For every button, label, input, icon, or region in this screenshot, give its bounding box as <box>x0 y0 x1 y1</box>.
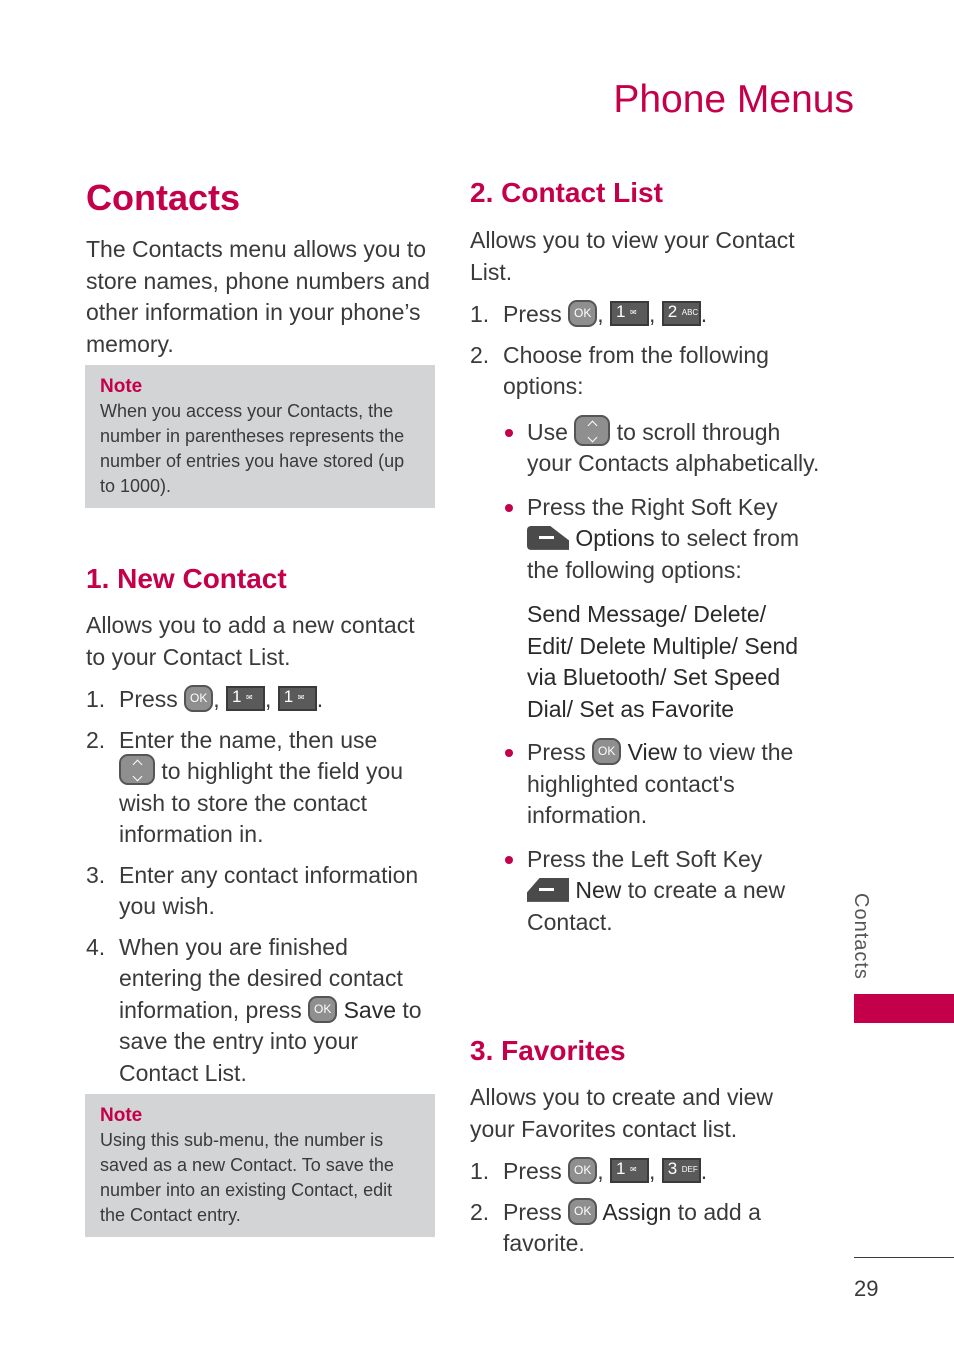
step-number: 2. <box>470 1198 490 1225</box>
step-number: 1. <box>470 301 490 327</box>
ok-key-icon: OK <box>184 685 213 712</box>
subsection-title-contact-list: 2. Contact List <box>470 177 663 208</box>
step-text: Enter any contact information you wish. <box>119 861 419 919</box>
ok-key-icon: OK <box>568 300 597 327</box>
navigation-key-icon <box>574 415 610 446</box>
step-number: 2. <box>470 341 490 368</box>
step-text: Choose from the following options: <box>503 341 769 399</box>
step-item: 1. Press OK , 1 ✉ , 3 DEF . <box>470 1156 820 1188</box>
options-list: Send Message/ Delete/ Edit/ Delete Multiple/ Send via Bluetooth/ Set Speed Dial/ Set as Favorite <box>527 601 799 722</box>
step-item: 1. Press OK , 1 ✉ , 2 ABC . <box>470 299 820 331</box>
new-contact-steps <box>86 684 431 1089</box>
step-text: Press <box>503 1198 562 1225</box>
ok-key-icon: OK <box>592 738 621 765</box>
contact-list-intro: Allows you to view your Contact List. <box>470 227 795 285</box>
step-text: to add a favorite. <box>503 1198 761 1256</box>
footer-rule <box>854 1257 954 1258</box>
ok-key-icon: OK <box>308 996 337 1023</box>
step-text: Enter the name, then use <box>119 726 378 753</box>
bullet-text: to create a new Contact. <box>527 877 786 935</box>
step-number: 4. <box>86 933 106 960</box>
note-text: Using this sub-menu, the number is saved as a new Contact. To save the number into an existing Contact, edit the Contact entry. <box>100 1130 394 1225</box>
key-label-save: Save <box>343 996 397 1023</box>
step-text: When you are finished entering the desired contact information, press <box>119 933 403 1023</box>
contacts-intro-text: The Contacts menu allows you to store names, phone numbers and other information in your phone’s memory. <box>86 236 430 357</box>
key-1-icon: 1 ✉ <box>610 1158 649 1183</box>
key-1-icon: 1 ✉ <box>610 301 649 326</box>
side-tab-label <box>848 893 884 988</box>
step-text: Press <box>503 1158 562 1184</box>
step-text: Press <box>119 686 178 712</box>
bullet-item <box>503 844 820 939</box>
section-title-contacts: Contacts <box>86 177 241 218</box>
note-box-submenu <box>85 1094 435 1237</box>
right-soft-key-icon <box>527 526 569 550</box>
side-tab-bar <box>854 994 954 1023</box>
step-text: to save the entry into your Contact List. <box>119 996 422 1086</box>
favorites-steps <box>470 1156 820 1260</box>
bullet-text: Press the Left Soft Key <box>527 845 763 872</box>
bullet-item <box>503 737 820 832</box>
bullet-item <box>503 492 820 726</box>
bullet-text: to select from the following options: <box>527 525 800 583</box>
left-soft-key-icon <box>527 878 569 902</box>
subsection-title-new-contact: 1. New Contact <box>86 563 287 594</box>
step-item <box>86 725 431 851</box>
key-2-icon: 2 ABC <box>662 301 701 326</box>
step-number: 2. <box>86 726 106 753</box>
contacts-intro <box>86 234 431 360</box>
bullet-item <box>503 417 820 480</box>
page-number: 29 <box>854 1276 879 1301</box>
bullet-text: Use <box>527 418 568 445</box>
new-contact-intro: Allows you to add a new contact to your Contact List. <box>86 612 415 670</box>
step-item <box>86 860 431 923</box>
note-title: Note <box>100 1105 143 1126</box>
step-text: Press <box>503 301 562 327</box>
key-label-options: Options <box>575 525 655 551</box>
note-title: Note <box>100 376 143 397</box>
header-title: Phone Menus <box>613 78 854 121</box>
step-number: 3. <box>86 861 106 888</box>
bullet-text: Press <box>527 739 586 765</box>
key-label-view: View <box>627 739 678 765</box>
subsection-title-favorites: 3. Favorites <box>470 1035 626 1066</box>
ok-key-icon: OK <box>568 1198 597 1225</box>
key-label-new: New <box>575 877 622 903</box>
bullet-text: to scroll through your Contacts alphabetically. <box>527 418 820 476</box>
step-number: 1. <box>470 1158 490 1184</box>
step-text: to highlight the field you wish to store the contact information in. <box>119 758 404 847</box>
note-box-entries <box>85 365 435 508</box>
favorites-body <box>470 1082 820 1269</box>
step-item <box>470 340 820 939</box>
step-item: 1. Press OK , 1 ✉ , 1 ✉ . <box>86 684 431 716</box>
step-item <box>86 932 431 1090</box>
bullet-text: to view the highlighted contact's information. <box>527 739 794 828</box>
favorites-intro: Allows you to create and view your Favorites contact list. <box>470 1084 773 1142</box>
key-label-assign: Assign <box>602 1198 672 1225</box>
note-text: When you access your Contacts, the number in parentheses represents the number of entries you have stored (up to 1000). <box>100 401 405 496</box>
step-item <box>470 1197 820 1260</box>
contact-list-options <box>503 417 820 939</box>
step-number: 1. <box>86 686 106 712</box>
side-tab-text: Contacts <box>850 893 872 980</box>
key-1-icon: 1 ✉ <box>278 686 317 711</box>
new-contact-body <box>86 610 431 1098</box>
key-1-icon: 1 ✉ <box>226 686 265 711</box>
contact-list-body <box>470 225 820 950</box>
bullet-text: Press the Right Soft Key <box>527 493 778 520</box>
contact-list-steps <box>470 299 820 938</box>
ok-key-icon: OK <box>568 1157 597 1184</box>
navigation-key-icon <box>119 754 155 785</box>
key-3-icon: 3 DEF <box>662 1158 701 1183</box>
